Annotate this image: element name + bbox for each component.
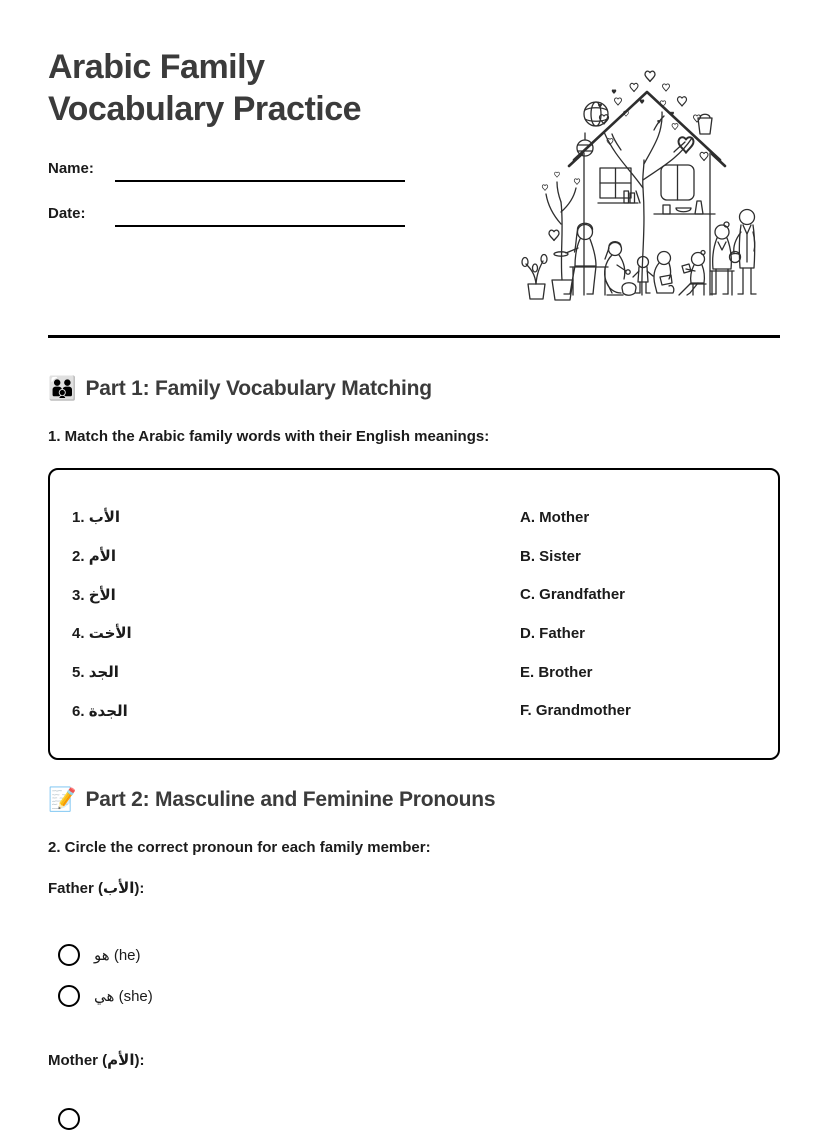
pronoun-radio-circle[interactable] xyxy=(58,1108,80,1130)
part2-instruction: 2. Circle the correct pronoun for each family member: xyxy=(48,839,431,856)
part1-instruction: 1. Match the Arabic family words with their English meanings: xyxy=(48,428,490,445)
family-house-illustration xyxy=(513,62,777,302)
pronoun-options xyxy=(48,1098,780,1139)
pronoun-question-label: Father (الأب): xyxy=(48,880,145,897)
pronoun-option xyxy=(48,1098,780,1139)
family-emoji-icon: 👪 xyxy=(48,375,77,401)
pronoun-option-label: هو (he) xyxy=(94,946,141,964)
matching-box xyxy=(48,468,780,760)
name-input-line[interactable] xyxy=(115,160,405,182)
name-label: Name: xyxy=(48,160,94,177)
part1-heading xyxy=(48,375,780,402)
english-option: F. Grandmother xyxy=(520,702,631,720)
arabic-term: 2. الأم xyxy=(72,548,116,565)
pronoun-option xyxy=(48,934,780,975)
pronoun-radio-circle[interactable] xyxy=(58,985,80,1007)
arabic-term: 6. الجدة xyxy=(72,702,128,720)
arabic-term: 3. الأخ xyxy=(72,586,116,604)
english-options-column xyxy=(520,498,778,730)
page-title: Arabic Family Vocabulary Practice xyxy=(48,48,362,128)
arabic-term: 4. الأخت xyxy=(72,625,132,643)
memo-emoji-icon: 📝 xyxy=(48,786,77,812)
date-label: Date: xyxy=(48,205,86,222)
part2-heading-text: Part 2: Masculine and Feminine Pronouns xyxy=(85,788,496,811)
pronoun-questions xyxy=(48,880,780,1139)
pronoun-question-label: Mother (الأم): xyxy=(48,1052,145,1069)
pronoun-option xyxy=(48,975,780,1016)
name-field-row xyxy=(48,156,405,182)
section-divider xyxy=(48,335,780,338)
arabic-terms-column xyxy=(50,498,520,730)
part1-heading-text: Part 1: Family Vocabulary Matching xyxy=(85,377,432,400)
date-field-row xyxy=(48,201,405,227)
english-option: B. Sister xyxy=(520,547,581,565)
english-option: D. Father xyxy=(520,624,586,642)
date-input-line[interactable] xyxy=(115,205,405,227)
pronoun-options xyxy=(48,934,780,1016)
arabic-term: 5. الجد xyxy=(72,664,119,682)
english-option: A. Mother xyxy=(520,508,590,526)
english-option: E. Brother xyxy=(520,663,593,681)
pronoun-radio-circle[interactable] xyxy=(58,944,80,966)
pronoun-option-label: هي (she) xyxy=(94,987,153,1005)
english-option: C. Grandfather xyxy=(520,586,626,604)
arabic-term: 1. الأب xyxy=(72,509,121,527)
part2-heading xyxy=(48,786,780,813)
